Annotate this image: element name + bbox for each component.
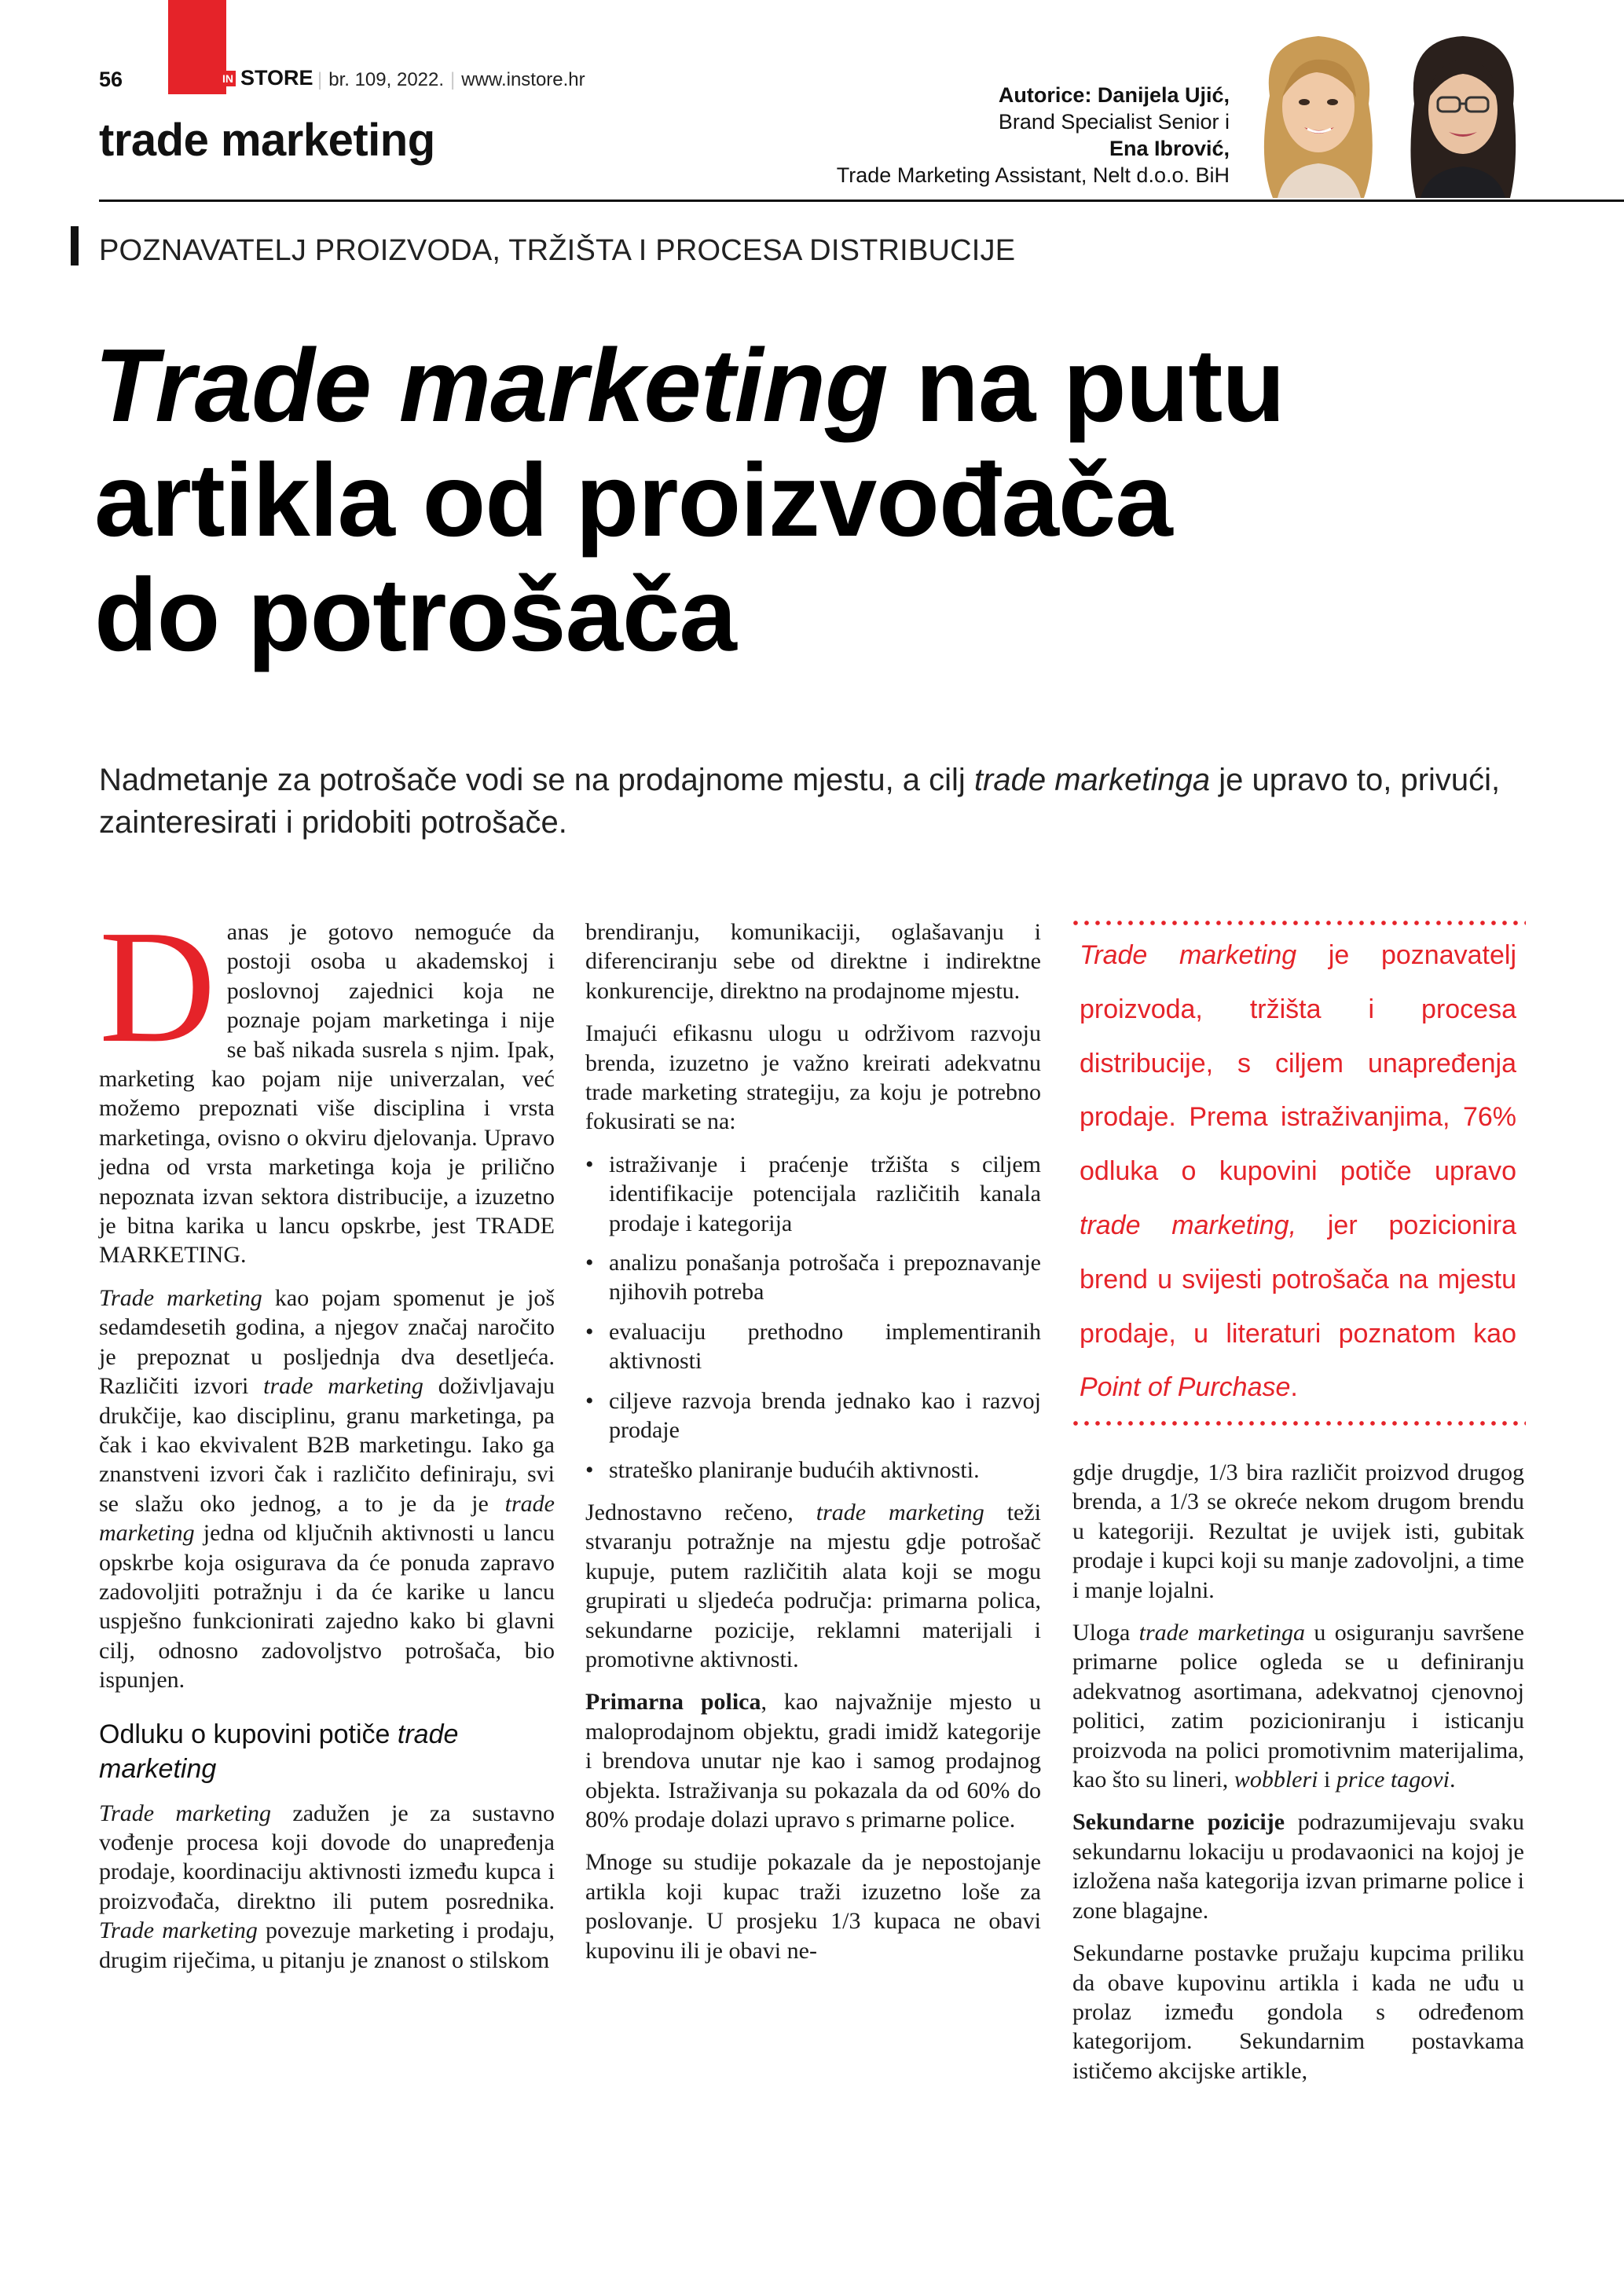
author-line-3: Ena Ibrović, <box>1109 137 1230 160</box>
article-lead: Nadmetanje za potrošače vodi se na prodajnome mjestu, a cilj trade marketinga je upravo to, privući, zainteresirati i pridobiti potrošače. <box>99 763 1501 840</box>
list-item: • ciljeve razvoja brenda jednako kao i razvoj prodaje <box>585 1386 1041 1445</box>
body-column-1 <box>99 896 555 1988</box>
headline-line-1: Trade marketing na putu <box>94 328 1285 443</box>
header-rule <box>99 200 1624 202</box>
pull-quote-text: Trade marketing je poznavatelj proizvoda, tržišta i procesa distribucije, s ciljem unapređenja prodaje. Prema istraživanjima, 76% odluka o kupovini potiče upravo trade marketing, jer pozicionira brend u svijesti potrošača na mjestu prodaje, u literaturi poznatom kao Point of Purchase. <box>1080 940 1516 1403</box>
list-item: • analizu ponašanja potrošača i prepoznavanje njihovih potreba <box>585 1248 1041 1307</box>
author-credits <box>837 82 1230 189</box>
article-headline <box>94 328 1540 672</box>
paragraph: Trade marketing kao pojam spomenut je još sedamdesetih godina, a njegov značaj naročito je prepoznat u posljednja dva desetljeća. Različiti izvori trade marketing doživljavaju drukčije, kao disciplinu, granu marketinga, pa čak i kao ekvivalent B2B marketingu. Iako ga znanstveni izvori čak i različito definiraju, svi se slažu oko jednog, a to je da je trade marketing jedna od ključnih aktivnosti u lancu opskrbe koja osigurava da će ponuda zapravo zadovoljiti potražnju i da će karike u lancu uspješno funkcionirati zajedno kako bi glavni cilj, odnosno zadovoljstvo potrošača, bio ispunjen. <box>99 1284 555 1694</box>
pull-quote <box>1070 921 1526 1426</box>
brand-red-tab <box>168 0 226 94</box>
logo-store-text: STORE <box>240 66 313 90</box>
author-line-1: Autorice: Danijela Ujić, <box>998 83 1230 107</box>
article-kicker: POZNAVATELJ PROIZVODA, TRŽIŠTA I PROCESA DISTRIBUCIJE <box>99 234 1016 267</box>
paragraph: Mnoge su studije pokazale da je nepostojanje artikla koji kupac traži izuzetno loše za poslovanje. U prosjeku 1/3 kupaca ne obavi kupovinu ili je obavi ne- <box>585 1849 1041 1964</box>
paragraph: Jednostavno rečeno, trade marketing teži stvaranju potražnje na mjestu gdje potrošač kupuje, putem različitih alata koji se mogu grupirati u sljedeća područja: primarna polica, sekundarne pozicije, reklamni materijali i promotivne aktivnosti. <box>585 1499 1041 1672</box>
pull-quote-bottom-dots <box>1070 1421 1526 1426</box>
paragraph: Uloga trade marketinga u osiguranju savršene primarne police ogleda se u definiranju adekvatnog asortimana, adekvatnoj cjenovnoj politici, zatim pozicioniranju i isticanju proizvoda na polici promotivnim materijalima, kao što su lineri, wobbleri i price tagovi. <box>1072 1620 1524 1793</box>
author-photo-ujic <box>1246 25 1391 198</box>
author-photo-ibrovic <box>1392 25 1534 198</box>
author-line-2: Brand Specialist Senior i <box>998 110 1230 134</box>
body-column-3 <box>1072 1458 1524 2099</box>
page-number: 56 <box>99 68 123 91</box>
headline-line-2: artikla od proizvođača <box>94 442 1172 558</box>
paragraph: Danas je gotovo nemoguće da postoji osoba u akademskoj i poslovnoj zajednici koja ne poznaje pojam marketinga i nije se baš nikada susrela s njim. Ipak, marketing kao pojam nije univerzalan, već možemo prepoznati više disciplina i vrsta marketinga, ovisno o okviru djelovanja. Upravo jedna od vrsta marketinga koja je prilično nepoznata izvan sektora distribucije, a izuzetno je bitna karika u lancu opskrbe, jest TRADE MARKETING. <box>99 896 555 1269</box>
paragraph: Sekundarne postavke pružaju kupcima priliku da obave kupovinu artikla i kada ne uđu u prolaz između gondola s određenom kategorijom. Sekundarnim postavkama ističemo akcijske artikle, <box>1072 1940 1524 2084</box>
drop-cap: D <box>99 896 216 1076</box>
list-item: • istraživanje i praćenje tržišta s ciljem identifikacije potencijala različitih kanala prodaje i kategorija <box>585 1150 1041 1238</box>
paragraph: Trade marketing zadužen je za sustavno vođenje procesa koji dovode do unapređenja prodaje, koordinaciju aktivnosti između kupca i proizvođača, direktno ili putem posrednika. Trade marketing povezuje marketing i prodaju, drugim riječima, u pitanju je znanost o stilskom <box>99 1800 555 1973</box>
strategy-list <box>585 1150 1041 1485</box>
website-link[interactable]: www.instore.hr <box>461 69 585 90</box>
instore-logo <box>220 66 313 90</box>
list-item: • evaluaciju prethodno implementiranih aktivnosti <box>585 1317 1041 1376</box>
issue-info: | br. 109, 2022. | www.instore.hr <box>317 69 585 90</box>
paragraph: brendiranju, komunikaciji, oglašavanju i diferenciranju sebe od direktne i indirektne konkurencije, direktno na prodajnome mjestu. <box>585 919 1041 1004</box>
paragraph: Primarna polica, kao najvažnije mjesto u maloprodajnom objektu, gradi imidž kategorije i brendova unutar nje kao i samog prodajnog objekta. Istraživanja su pokazala da od 60% do 80% prodaje dolazi upravo s primarne police. <box>585 1689 1042 1833</box>
section-title: trade marketing <box>99 115 435 166</box>
paragraph: Imajući efikasnu ulogu u održivom razvoju brenda, izuzetno je važno kreirati adekvatnu trade marketing strategiju, za koju je potrebno fokusirati se na: <box>585 1020 1041 1135</box>
logo-in-mark: IN <box>220 71 236 86</box>
body-column-2 <box>585 917 1041 1979</box>
issue-number: br. 109, 2022. <box>328 69 445 90</box>
pull-quote-top-dots <box>1070 921 1526 925</box>
subheading: Odluku o kupovini potiče trade marketing <box>99 1719 459 1784</box>
author-line-4: Trade Marketing Assistant, Nelt d.o.o. BiH <box>836 163 1230 187</box>
list-item: • strateško planiranje budućih aktivnosti. <box>585 1456 1041 1485</box>
headline-line-3: do potrošača <box>94 557 736 672</box>
paragraph: gdje drugdje, 1/3 bira različit proizvod drugog brenda, a 1/3 se okreće nekom drugom brendu u kategoriji. Rezultat je uvijek isti, gubitak prodaje i kupci koji su manje zadovoljni, a time i manje lojalni. <box>1072 1459 1524 1603</box>
kicker-bar <box>71 226 79 265</box>
paragraph: Sekundarne pozicije podrazumijevaju svaku sekundarnu lokaciju u prodavaonici na kojoj je izložena naša kategorija izvan primarne police i zone blagajne. <box>1072 1809 1524 1924</box>
